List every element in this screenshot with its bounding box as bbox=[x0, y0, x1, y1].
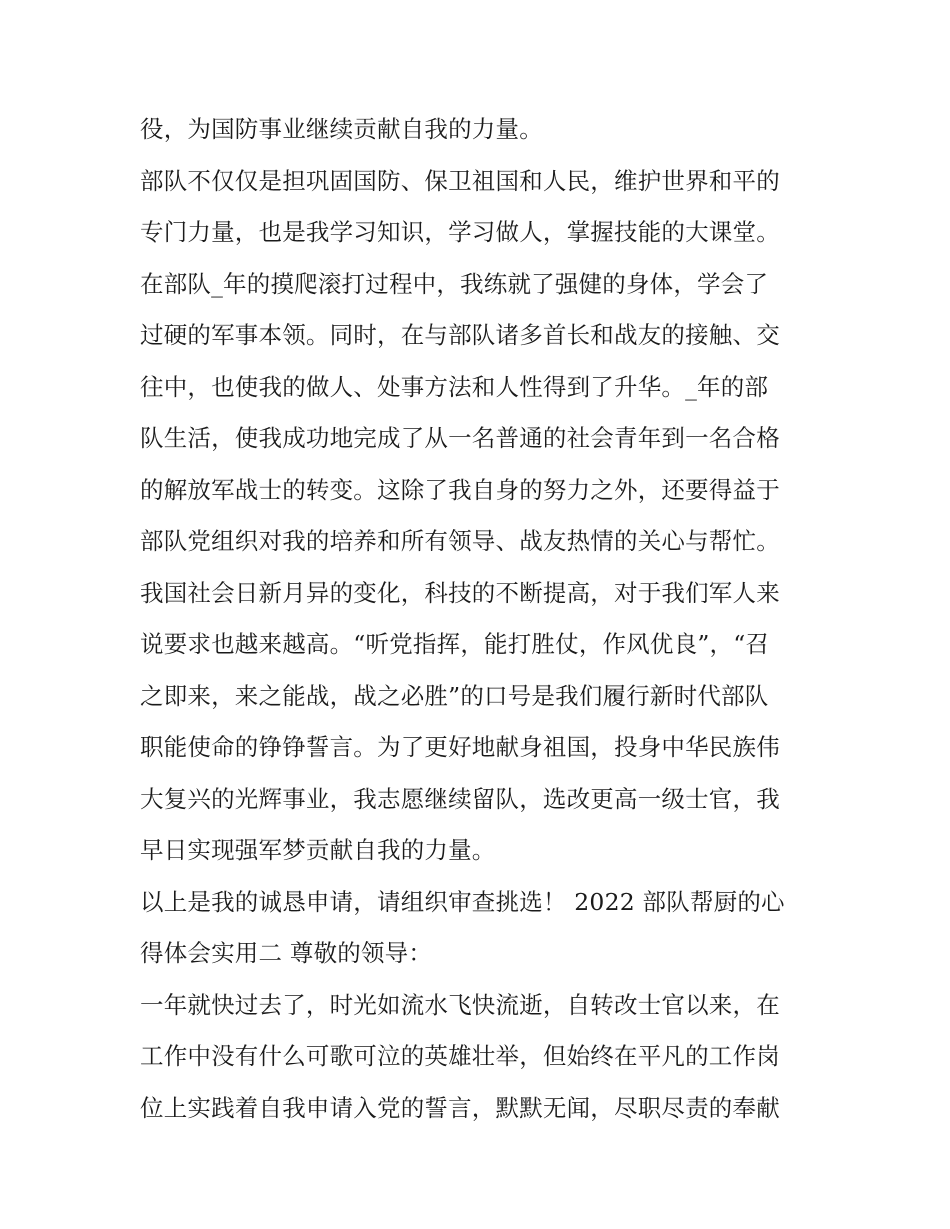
text-line: 得体会实用二 尊敬的领导： bbox=[140, 939, 433, 967]
text-line: 职能使命的铮铮誓言。为了更好地献身祖国，投身中华民族伟 bbox=[140, 733, 780, 761]
text-line: 早日实现强军梦贡献自我的力量。 bbox=[140, 836, 496, 864]
text-line: 过硬的军事本领。同时，在与部队诸多首长和战友的接触、交 bbox=[140, 321, 780, 349]
text-line: 部队党组织对我的培养和所有领导、战友热情的关心与帮忙。 bbox=[140, 527, 780, 555]
text-line: 之即来，来之能战，战之必胜”的口号是我们履行新时代部队 bbox=[140, 681, 769, 710]
text-line: 工作中没有什么可歌可泣的英雄壮举，但始终在平凡的工作岗 bbox=[140, 1042, 780, 1070]
text-line: 役，为国防事业继续贡献自我的力量。 bbox=[140, 115, 543, 143]
document-body bbox=[140, 104, 820, 1134]
text-line: 位上实践着自我申请入党的誓言，默默无闻，尽职尽责的奉献 bbox=[140, 1093, 780, 1122]
text-line: 队生活，使我成功地完成了从一名普通的社会青年到一名合格 bbox=[140, 424, 780, 452]
text-line: 我国社会日新月异的变化，科技的不断提高，对于我们军人来 bbox=[140, 578, 780, 607]
text-line: 专门力量，也是我学习知识，学习做人，掌握技能的大课堂。 bbox=[140, 218, 780, 246]
text-line: 一年就快过去了，时光如流水飞快流逝，自转改士官以来，在 bbox=[140, 990, 780, 1019]
text-line: 以上是我的诚恳申请，请组织审查挑选！ 2022 部队帮厨的心 bbox=[140, 887, 785, 916]
text-line: 部队不仅仅是担巩固国防、保卫祖国和人民，维护世界和平的 bbox=[140, 166, 780, 195]
text-line: 往中，也使我的做人、处事方法和人性得到了升华。_年的部 bbox=[140, 372, 769, 401]
text-line: 在部队_年的摸爬滚打过程中，我练就了强健的身体，学会了 bbox=[140, 269, 769, 298]
text-line: 说要求也越来越高。“听党指挥，能打胜仗，作风优良”，“召 bbox=[140, 630, 770, 658]
text-line: 的解放军战士的转变。这除了我自身的努力之外，还要得益于 bbox=[140, 475, 780, 504]
text-line: 大复兴的光辉事业，我志愿继续留队，选改更高一级士官，我 bbox=[140, 784, 780, 813]
